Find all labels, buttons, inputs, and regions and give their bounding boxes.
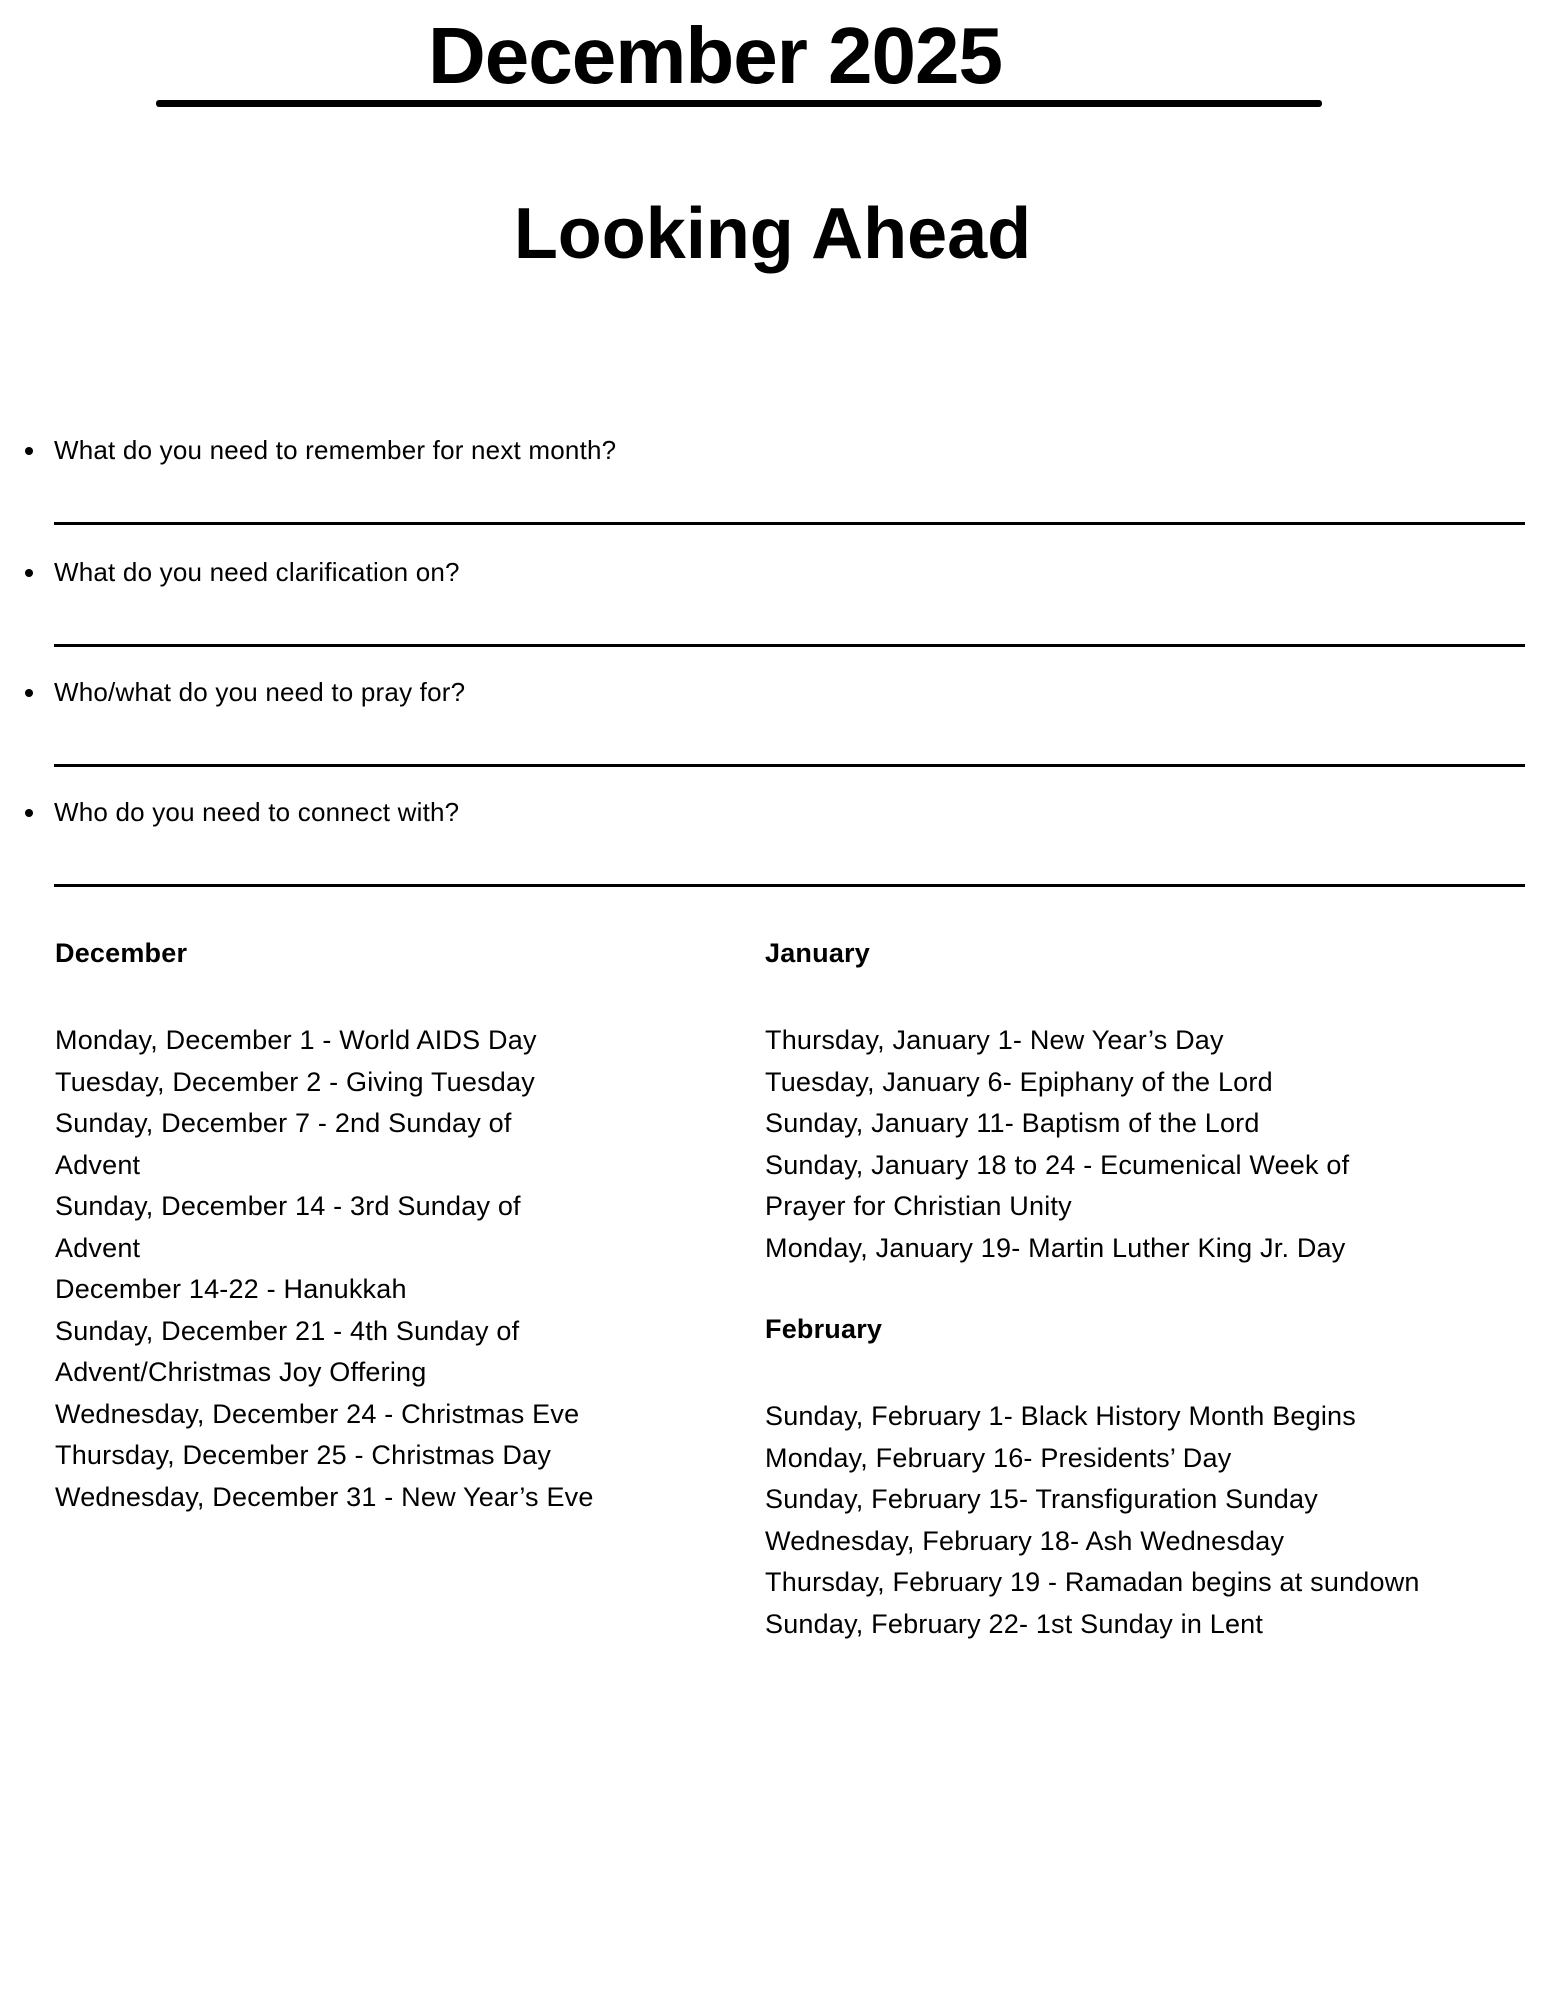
bullet-icon [25,447,33,455]
question-label: Who do you need to connect with? [54,797,460,827]
answer-line [54,764,1525,767]
section-title: Looking Ahead [513,194,1032,274]
question-connect [25,797,1525,887]
event-item: Sunday, January 11- Baptism of the Lord [765,1108,1260,1138]
event-item: Sunday, December 7 - 2nd Sunday of Advent [55,1108,512,1180]
event-item: Thursday, February 19 - Ramadan begins at sundown [765,1567,1420,1597]
event-item: Sunday, December 14 - 3rd Sunday of Advent [55,1191,521,1263]
question-pray [25,677,1525,767]
event-item: December 14-22 - Hanukkah [55,1274,407,1304]
event-item: Sunday, February 15- Transfiguration Sunday [765,1484,1318,1514]
bullet-icon [25,569,33,577]
question-remember [25,435,1525,525]
event-item: Tuesday, January 6- Epiphany of the Lord [765,1066,1273,1097]
answer-line [54,522,1525,525]
event-item: Sunday, December 21 - 4th Sunday of Advent/Christmas Joy Offering [55,1315,520,1387]
event-item: Sunday, February 1- Black History Month Begins [765,1401,1356,1431]
question-label: What do you need clarification on? [54,557,460,587]
answer-line [54,884,1525,887]
title-underline-rule [156,100,1322,107]
question-label: What do you need to remember for next month? [54,435,617,465]
month-heading-december: December [55,938,188,968]
question-clarification [25,557,1525,647]
bullet-icon [25,809,33,817]
event-item: Sunday, January 18 to 24 - Ecumenical Week of Prayer for Christian Unity [765,1149,1350,1221]
page-title: December 2025 [427,11,1003,100]
event-item: Tuesday, December 2 - Giving Tuesday [55,1066,535,1097]
event-item: Thursday, December 25 - Christmas Day [55,1440,552,1470]
february-event-list [765,1396,1420,1645]
bullet-icon [25,689,33,697]
event-item: Sunday, February 22- 1st Sunday in Lent [765,1608,1264,1639]
month-heading-february: February [765,1314,883,1344]
december-event-list [55,1020,600,1518]
month-heading-january: January [765,938,870,968]
event-item: Monday, December 1 - World AIDS Day [55,1025,537,1055]
event-item: Monday, February 16- Presidents’ Day [765,1442,1232,1473]
january-february-column [765,932,1420,1645]
january-event-list [765,1020,1420,1269]
question-label: Who/what do you need to pray for? [54,677,466,707]
answer-line [54,644,1525,647]
event-item: Thursday, January 1- New Year’s Day [765,1025,1224,1055]
event-item: Wednesday, December 24 - Christmas Eve [55,1398,580,1429]
december-column [55,932,600,1518]
event-item: Wednesday, December 31 - New Year’s Eve [55,1481,594,1512]
event-item: Wednesday, February 18- Ash Wednesday [765,1525,1285,1556]
event-item: Monday, January 19- Martin Luther King Jr. Day [765,1232,1346,1263]
